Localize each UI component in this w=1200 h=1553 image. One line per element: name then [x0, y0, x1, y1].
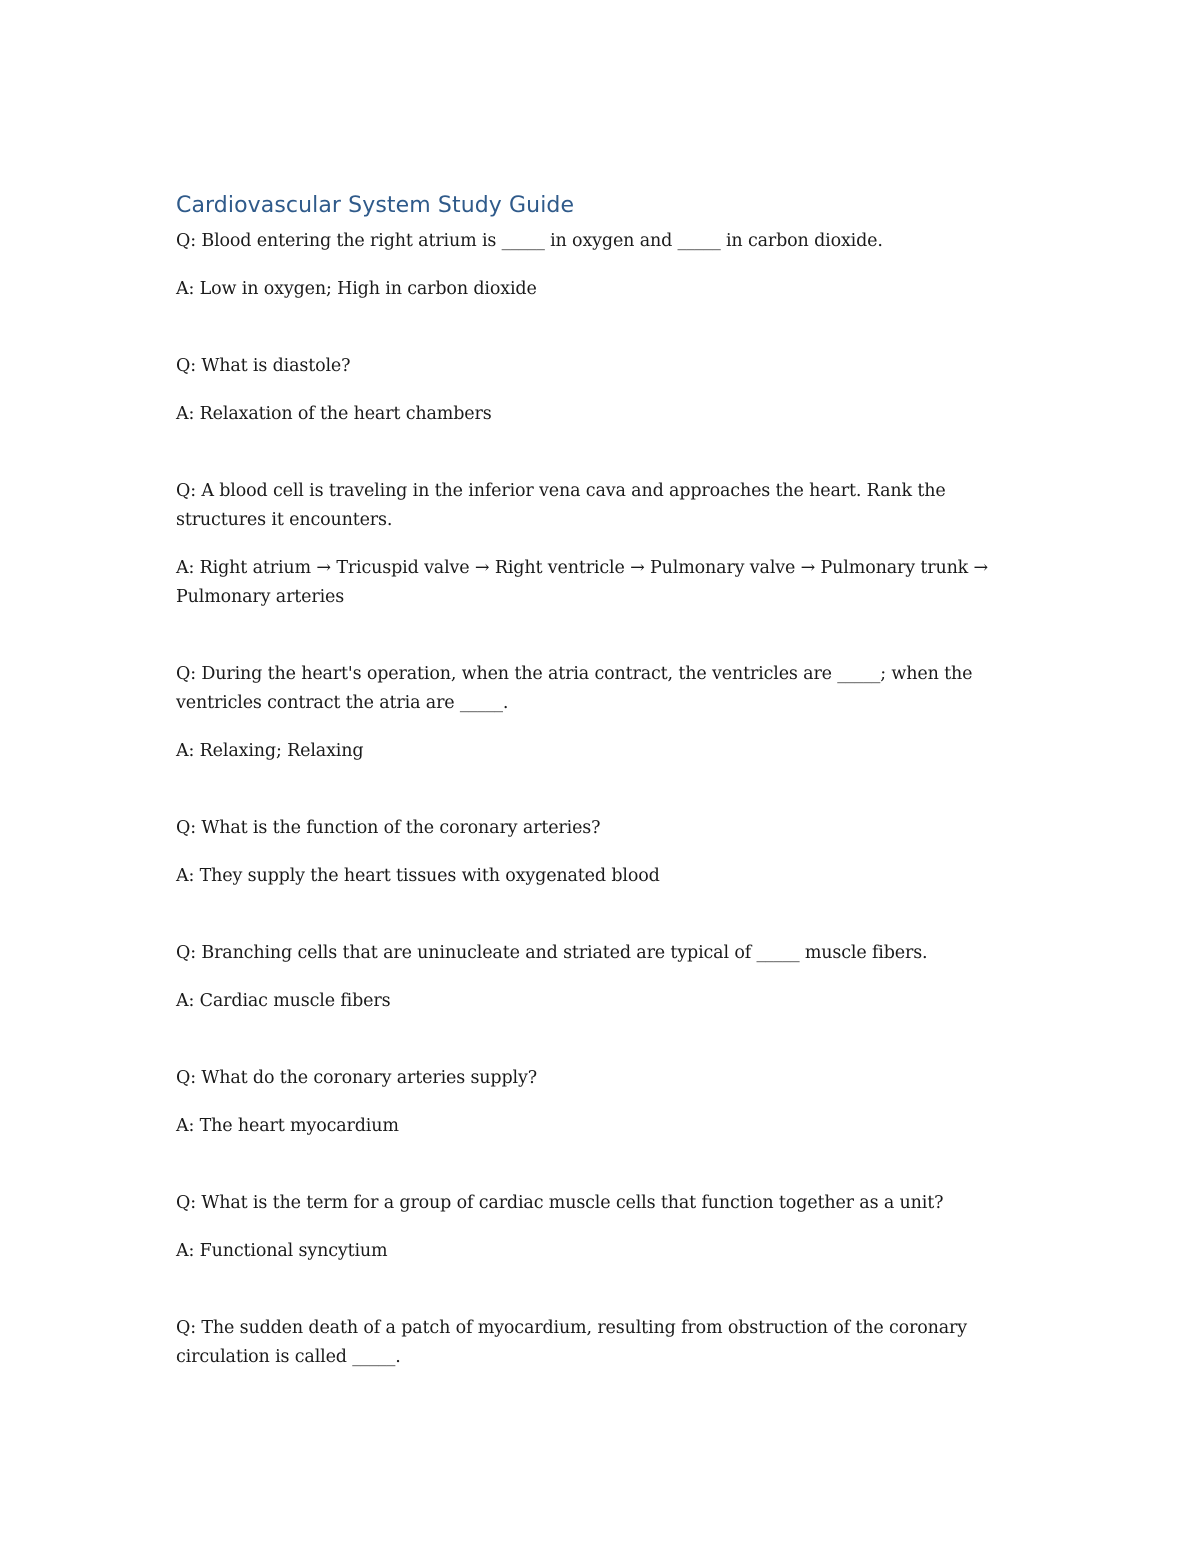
- qa-item-5: [176, 814, 1026, 891]
- page-title: Cardiovascular System Study Guide: [176, 193, 575, 218]
- qa-item-7: [176, 1064, 1026, 1141]
- answer-text: A: The heart myocardium: [176, 1116, 399, 1136]
- answer-text: A: They supply the heart tissues with oxygenated blood: [176, 866, 660, 886]
- answer-text: A: Low in oxygen; High in carbon dioxide: [176, 279, 537, 299]
- question-text: Q: What do the coronary arteries supply?: [176, 1068, 537, 1088]
- question-text: Q: Blood entering the right atrium is _____ in oxygen and _____ in carbon dioxide.: [176, 231, 883, 251]
- question-text: Q: What is diastole?: [176, 356, 351, 376]
- question-text: Q: The sudden death of a patch of myocardium, resulting from obstruction of the coronary circulation is called _____.: [176, 1318, 967, 1367]
- qa-item-1: [176, 227, 1026, 304]
- document-page: [176, 192, 1026, 1372]
- answer-text: A: Functional syncytium: [176, 1241, 388, 1261]
- question-text: Q: A blood cell is traveling in the inferior vena cava and approaches the heart. Rank the structures it encounters.: [176, 481, 946, 530]
- qa-item-2: [176, 352, 1026, 429]
- qa-item-4: [176, 660, 1026, 766]
- answer-text: A: Relaxation of the heart chambers: [176, 404, 492, 424]
- qa-item-6: [176, 939, 1026, 1016]
- question-text: Q: During the heart's operation, when the atria contract, the ventricles are _____; when the ventricles contract the atria are _____.: [176, 664, 973, 713]
- question-text: Q: What is the term for a group of cardiac muscle cells that function together as a unit?: [176, 1193, 944, 1213]
- question-text: Q: Branching cells that are uninucleate and striated are typical of _____ muscle fibers.: [176, 943, 928, 963]
- qa-item-3: [176, 477, 1026, 612]
- answer-text: A: Relaxing; Relaxing: [176, 741, 364, 761]
- question-text: Q: What is the function of the coronary arteries?: [176, 818, 601, 838]
- answer-text: A: Cardiac muscle fibers: [176, 991, 391, 1011]
- qa-item-8: [176, 1189, 1026, 1266]
- answer-text: A: Right atrium → Tricuspid valve → Right ventricle → Pulmonary valve → Pulmonary trunk → Pulmonary arteries: [176, 558, 989, 607]
- qa-item-9: [176, 1314, 1026, 1372]
